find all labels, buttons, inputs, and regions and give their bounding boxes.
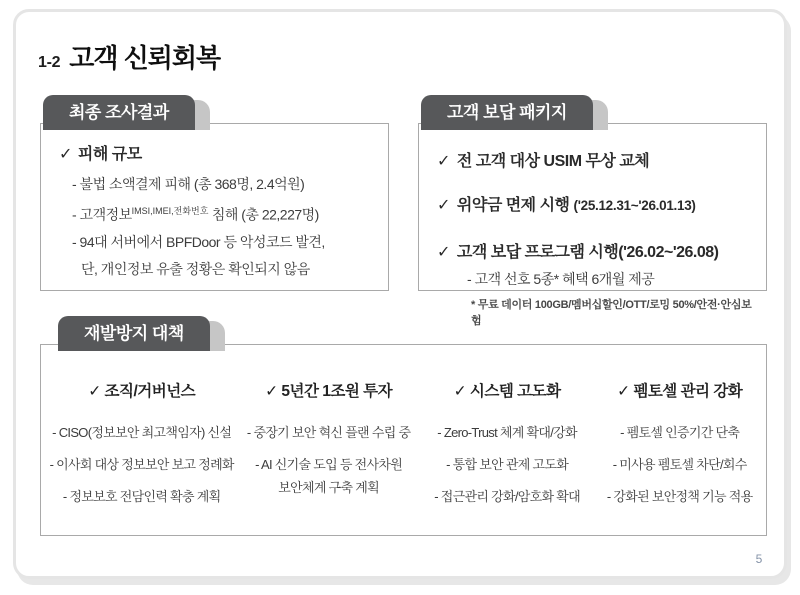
survey-tab: 최종 조사결과 [43,95,195,130]
survey-box [40,123,389,291]
reward-box [418,123,767,327]
reward-footnote: * 무료 데이터 100GB/멤버십할인/OTT/로밍 50%/안전·안심보험 [471,299,752,327]
damage-scale-heading [59,141,374,164]
page-title [38,38,220,75]
list-item: - 강화된 보안정책 기능 적용 [606,489,753,504]
list-item: - Zero-Trust 체계 확대/강화 [437,425,577,440]
list-item-text: - 고객정보 [72,206,132,223]
prevention-column-femtocell [599,379,760,535]
list-item: - AI 신기술 도입 등 전사차원 [255,457,403,472]
list-item [72,203,374,224]
damage-scale-label: 피해 규모 [77,146,142,163]
prevention-tab-wrap [58,316,210,351]
list-item-text: 침해 (총 22,227명) [208,206,319,223]
survey-results-panel [40,95,389,291]
list-item: - 불법 소액결제 피해 (총 368명, 2.4억원) [72,176,305,192]
reward-tab-wrap [421,95,593,130]
title-text: 고객 신뢰회복 [69,43,221,73]
list-item: - 94대 서버에서 BPFDoor 등 악성코드 발견, [72,233,325,250]
check-icon: ✓ [437,197,450,214]
check-icon: ✓ [437,153,450,170]
list-item: - 이사회 대상 정보보안 보고 정례화 [49,457,234,472]
list-item: - 미사용 펨토셀 차단/회수 [612,457,747,472]
reward-item-text: 위약금 면제 시행 [456,197,570,214]
list-item-continuation: 단, 개인정보 유출 정황은 확인되지 않음 [81,260,310,277]
list-item-continuation: 보안체계 구축 계획 [278,480,379,495]
reward-package-panel [418,95,767,327]
reward-item-text: 전 고객 대상 USIM 무상 교체 [456,153,650,170]
reward-item [437,192,756,215]
page-number: 5 [755,552,762,566]
slide-card [13,9,787,579]
list-item: - 접근관리 강화/암호화 확대 [434,489,580,504]
list-item: - 중장기 보안 혁신 플랜 수립 중 [246,425,411,440]
prevention-column-investment [242,379,414,535]
survey-tab-wrap [43,95,195,130]
superscript-note: IMSI,IMEI,전화번호 [131,206,209,216]
prevention-tab: 재발방지 대책 [58,316,210,351]
prevention-column-system [421,379,593,535]
reward-item [437,148,756,171]
column-header: ✓ 펨토셀 관리 강화 [617,383,743,400]
check-icon: ✓ [437,244,450,261]
prevention-measures-panel [40,316,767,536]
check-icon: ✓ [59,146,72,163]
column-header: ✓ 시스템 고도화 [453,383,561,400]
reward-tab: 고객 보답 패키지 [421,95,593,130]
reward-item [437,239,756,262]
reward-item-text: 고객 보답 프로그램 시행('26.02~'26.08) [456,244,719,261]
prevention-column-governance [47,379,236,535]
reward-sub-item: - 고객 선호 5종* 혜택 6개월 제공 [467,271,655,287]
list-item: - CISO(정보보안 최고책임자) 신설 [52,425,232,440]
list-item: - 통합 보안 관제 고도화 [446,457,569,472]
title-number: 1-2 [38,54,61,71]
list-item: - 정보보호 전담인력 확충 계획 [62,489,221,504]
column-header: ✓ 5년간 1조원 투자 [265,383,393,400]
prevention-box [40,344,767,536]
column-header: ✓ 조직/거버넌스 [88,383,196,400]
reward-item-note: ('25.12.31~'26.01.13) [573,198,696,213]
list-item: - 펨토셀 인증기간 단축 [620,425,740,440]
